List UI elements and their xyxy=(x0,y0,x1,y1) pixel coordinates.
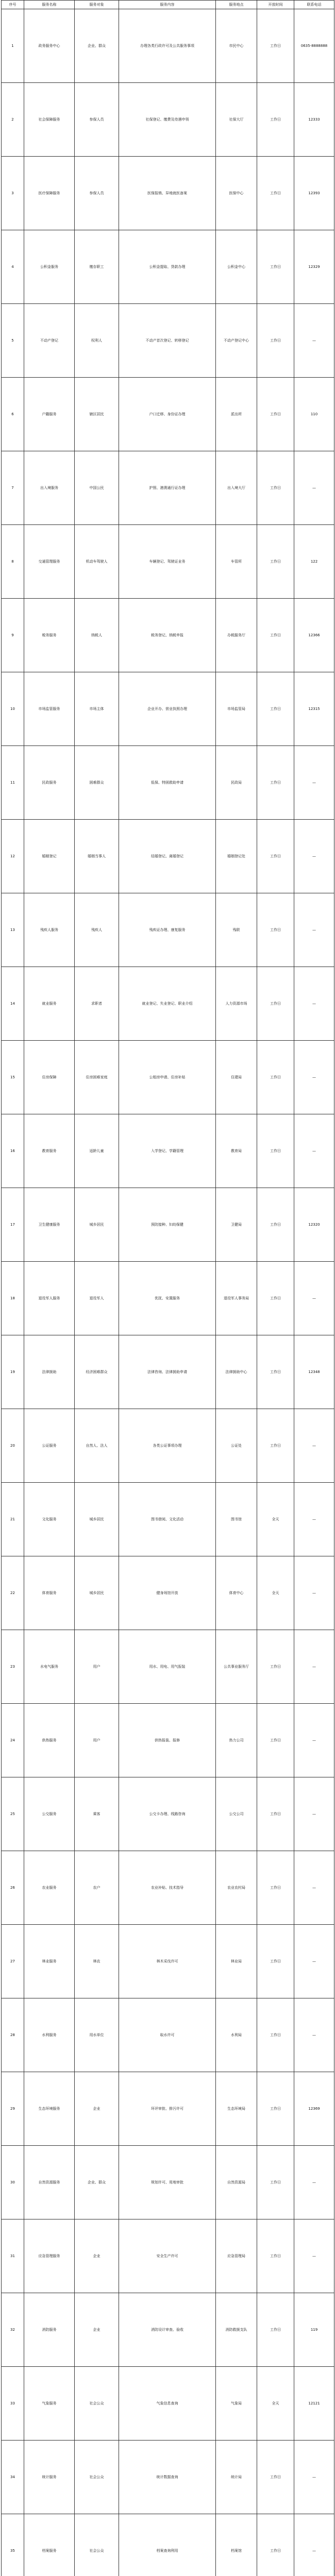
service-name: 政务服务中心 xyxy=(24,9,75,83)
service-name: 文化服务 xyxy=(24,1483,75,1556)
service-hours: 工作日 xyxy=(257,820,294,893)
service-content: 车辆登记、驾驶证业务 xyxy=(119,525,216,599)
service-name: 医疗保障服务 xyxy=(24,157,75,230)
service-address: 自然资源局 xyxy=(216,2146,257,2219)
service-phone: — xyxy=(294,893,334,967)
service-name: 税务服务 xyxy=(24,599,75,672)
service-phone: — xyxy=(294,820,334,893)
table-row xyxy=(2,967,334,1041)
service-target: 残疾人 xyxy=(75,893,119,967)
service-phone: 119 xyxy=(294,2293,334,2367)
service-name: 林业服务 xyxy=(24,1925,75,1998)
service-phone: — xyxy=(294,1262,334,1335)
table-row xyxy=(2,1188,334,1262)
service-content: 规划许可、用地审批 xyxy=(119,2146,216,2219)
service-address: 残联 xyxy=(216,893,257,967)
service-phone: — xyxy=(294,1704,334,1777)
service-phone: — xyxy=(294,1851,334,1925)
service-phone: — xyxy=(294,1114,334,1188)
service-phone: — xyxy=(294,2219,334,2293)
service-phone: 12121 xyxy=(294,2367,334,2441)
row-number: 20 xyxy=(2,1409,24,1483)
service-content: 公交卡办理、线路咨询 xyxy=(119,1777,216,1851)
service-target: 企业 xyxy=(75,2219,119,2293)
table-body xyxy=(2,9,334,2576)
service-name: 气象服务 xyxy=(24,2367,75,2441)
service-name: 民政服务 xyxy=(24,746,75,820)
table-row xyxy=(2,599,334,672)
row-number: 2 xyxy=(2,83,24,157)
service-content: 医保报销、异地就医备案 xyxy=(119,157,216,230)
service-name: 就业服务 xyxy=(24,967,75,1041)
service-address: 社保大厅 xyxy=(216,83,257,157)
service-content: 用水、用电、用气报装 xyxy=(119,1630,216,1704)
service-target: 自然人、法人 xyxy=(75,1409,119,1483)
service-phone: 12329 xyxy=(294,230,334,304)
service-address: 退役军人事务局 xyxy=(216,1262,257,1335)
row-number: 29 xyxy=(2,2072,24,2146)
service-content: 取水许可 xyxy=(119,1998,216,2072)
service-target: 市场主体 xyxy=(75,672,119,746)
service-address: 农业农村局 xyxy=(216,1851,257,1925)
service-name: 消防服务 xyxy=(24,2293,75,2367)
table-row xyxy=(2,2293,334,2367)
service-phone: — xyxy=(294,1630,334,1704)
service-content: 残疾证办理、康复服务 xyxy=(119,893,216,967)
row-number: 27 xyxy=(2,1925,24,1998)
service-hours: 工作日 xyxy=(257,83,294,157)
service-phone: — xyxy=(294,1777,334,1851)
table-row xyxy=(2,451,334,525)
service-content: 低保、特困救助申请 xyxy=(119,746,216,820)
row-number: 15 xyxy=(2,1041,24,1114)
table-row xyxy=(2,1114,334,1188)
service-address: 婚姻登记处 xyxy=(216,820,257,893)
service-target: 企业、群众 xyxy=(75,9,119,83)
service-content: 统计数据查询 xyxy=(119,2441,216,2514)
service-name: 社会保障服务 xyxy=(24,83,75,157)
row-number: 11 xyxy=(2,746,24,820)
row-number: 14 xyxy=(2,967,24,1041)
service-name: 教育服务 xyxy=(24,1114,75,1188)
table-row xyxy=(2,2441,334,2514)
service-hours: 工作日 xyxy=(257,967,294,1041)
service-hours: 工作日 xyxy=(257,2441,294,2514)
service-hours: 工作日 xyxy=(257,230,294,304)
service-content: 结婚登记、离婚登记 xyxy=(119,820,216,893)
service-content: 消防设计审查、验收 xyxy=(119,2293,216,2367)
service-hours: 工作日 xyxy=(257,1925,294,1998)
service-phone: 12348 xyxy=(294,1335,334,1409)
table-row xyxy=(2,1851,334,1925)
service-content: 护照、港澳通行证办理 xyxy=(119,451,216,525)
service-target: 纳税人 xyxy=(75,599,119,672)
table-row xyxy=(2,9,334,83)
row-number: 25 xyxy=(2,1777,24,1851)
service-hours: 工作日 xyxy=(257,304,294,378)
service-target: 社会公众 xyxy=(75,2367,119,2441)
header-cell: 开放时间 xyxy=(257,1,294,9)
service-phone: — xyxy=(294,1041,334,1114)
service-target: 权利人 xyxy=(75,304,119,378)
service-target: 辖区居民 xyxy=(75,378,119,451)
service-content: 档案查询利用 xyxy=(119,2514,216,2576)
service-content: 税务登记、纳税申报 xyxy=(119,599,216,672)
service-hours: 工作日 xyxy=(257,378,294,451)
service-target: 住房困难家庭 xyxy=(75,1041,119,1114)
service-target: 农户 xyxy=(75,1851,119,1925)
service-target: 缴存职工 xyxy=(75,230,119,304)
service-content: 就业登记、失业登记、职业介绍 xyxy=(119,967,216,1041)
service-target: 中国公民 xyxy=(75,451,119,525)
service-phone: — xyxy=(294,967,334,1041)
service-target: 林农 xyxy=(75,1925,119,1998)
service-content: 入学登记、学籍管理 xyxy=(119,1114,216,1188)
service-address: 办税服务厅 xyxy=(216,599,257,672)
service-address: 消防救援支队 xyxy=(216,2293,257,2367)
table-row xyxy=(2,525,334,599)
service-address: 法律援助中心 xyxy=(216,1335,257,1409)
service-address: 热力公司 xyxy=(216,1704,257,1777)
service-hours: 工作日 xyxy=(257,746,294,820)
service-content: 环评审批、排污许可 xyxy=(119,2072,216,2146)
row-number: 19 xyxy=(2,1335,24,1409)
service-target: 经济困难群众 xyxy=(75,1335,119,1409)
service-hours: 工作日 xyxy=(257,599,294,672)
service-name: 农业服务 xyxy=(24,1851,75,1925)
service-target: 参保人员 xyxy=(75,157,119,230)
table-header-row xyxy=(2,1,334,9)
service-content: 农业补贴、技术指导 xyxy=(119,1851,216,1925)
service-target: 企业 xyxy=(75,2293,119,2367)
table-row xyxy=(2,1630,334,1704)
row-number: 9 xyxy=(2,599,24,672)
service-phone: — xyxy=(294,1483,334,1556)
row-number: 31 xyxy=(2,2219,24,2293)
table-row xyxy=(2,83,334,157)
service-address: 市场监管局 xyxy=(216,672,257,746)
service-phone: 12393 xyxy=(294,157,334,230)
table-row xyxy=(2,157,334,230)
service-target: 参保人员 xyxy=(75,83,119,157)
service-name: 应急管理服务 xyxy=(24,2219,75,2293)
service-name: 公交服务 xyxy=(24,1777,75,1851)
service-phone: 12369 xyxy=(294,2072,334,2146)
service-phone: — xyxy=(294,304,334,378)
service-hours: 全天 xyxy=(257,2367,294,2441)
table-row xyxy=(2,1335,334,1409)
service-target: 乘客 xyxy=(75,1777,119,1851)
service-content: 林木采伐许可 xyxy=(119,1925,216,1998)
table-row xyxy=(2,1409,334,1483)
table-row xyxy=(2,1483,334,1556)
service-target: 用水单位 xyxy=(75,1998,119,2072)
service-address: 生态环境局 xyxy=(216,2072,257,2146)
table-row xyxy=(2,1704,334,1777)
row-number: 34 xyxy=(2,2441,24,2514)
service-address: 气象局 xyxy=(216,2367,257,2441)
service-address: 市民中心 xyxy=(216,9,257,83)
service-hours: 工作日 xyxy=(257,2072,294,2146)
service-target: 城乡居民 xyxy=(75,1483,119,1556)
header-cell: 服务名称 xyxy=(24,1,75,9)
service-phone: 12333 xyxy=(294,83,334,157)
table-row xyxy=(2,2072,334,2146)
row-number: 6 xyxy=(2,378,24,451)
table-row xyxy=(2,820,334,893)
service-address: 教育局 xyxy=(216,1114,257,1188)
service-name: 公积金服务 xyxy=(24,230,75,304)
service-content: 预防接种、妇幼保健 xyxy=(119,1188,216,1262)
service-address: 不动产登记中心 xyxy=(216,304,257,378)
header-cell: 服务对象 xyxy=(75,1,119,9)
service-content: 气象信息查询 xyxy=(119,2367,216,2441)
row-number: 35 xyxy=(2,2514,24,2576)
service-name: 水利服务 xyxy=(24,1998,75,2072)
service-name: 住房保障 xyxy=(24,1041,75,1114)
service-content: 办理各类行政许可及公共服务事项 xyxy=(119,9,216,83)
row-number: 1 xyxy=(2,9,24,83)
service-address: 人力资源市场 xyxy=(216,967,257,1041)
service-phone: 12366 xyxy=(294,599,334,672)
table-row xyxy=(2,230,334,304)
service-content: 社保登记、缴费及待遇申领 xyxy=(119,83,216,157)
service-name: 水电气服务 xyxy=(24,1630,75,1704)
row-number: 5 xyxy=(2,304,24,378)
row-number: 7 xyxy=(2,451,24,525)
service-phone: 12315 xyxy=(294,672,334,746)
service-target: 用户 xyxy=(75,1704,119,1777)
service-address: 出入境大厅 xyxy=(216,451,257,525)
service-phone: — xyxy=(294,2514,334,2576)
row-number: 30 xyxy=(2,2146,24,2219)
service-name: 公证服务 xyxy=(24,1409,75,1483)
service-name: 婚姻登记 xyxy=(24,820,75,893)
service-address: 档案馆 xyxy=(216,2514,257,2576)
header-cell: 联系电话 xyxy=(294,1,334,9)
service-hours: 工作日 xyxy=(257,2219,294,2293)
table-row xyxy=(2,2367,334,2441)
service-target: 求职者 xyxy=(75,967,119,1041)
service-name: 户籍服务 xyxy=(24,378,75,451)
table-row xyxy=(2,378,334,451)
service-address: 公积金中心 xyxy=(216,230,257,304)
service-content: 健身场馆开放 xyxy=(119,1556,216,1630)
service-phone: 110 xyxy=(294,378,334,451)
row-number: 4 xyxy=(2,230,24,304)
service-name: 自然资源服务 xyxy=(24,2146,75,2219)
row-number: 32 xyxy=(2,2293,24,2367)
service-hours: 工作日 xyxy=(257,451,294,525)
service-content: 各类公证事项办理 xyxy=(119,1409,216,1483)
row-number: 13 xyxy=(2,893,24,967)
service-hours: 工作日 xyxy=(257,1777,294,1851)
service-hours: 工作日 xyxy=(257,1998,294,2072)
service-content: 法律咨询、法律援助申请 xyxy=(119,1335,216,1409)
table-row xyxy=(2,304,334,378)
table-row xyxy=(2,746,334,820)
service-address: 派出所 xyxy=(216,378,257,451)
row-number: 23 xyxy=(2,1630,24,1704)
service-hours: 工作日 xyxy=(257,1851,294,1925)
header-cell: 序号 xyxy=(2,1,24,9)
row-number: 16 xyxy=(2,1114,24,1188)
row-number: 22 xyxy=(2,1556,24,1630)
service-hours: 工作日 xyxy=(257,2293,294,2367)
row-number: 3 xyxy=(2,157,24,230)
service-address: 体育中心 xyxy=(216,1556,257,1630)
service-address: 统计局 xyxy=(216,2441,257,2514)
service-target: 企业 xyxy=(75,2072,119,2146)
service-hours: 工作日 xyxy=(257,1335,294,1409)
table-row xyxy=(2,893,334,967)
row-number: 24 xyxy=(2,1704,24,1777)
table-row xyxy=(2,2146,334,2219)
service-address: 公证处 xyxy=(216,1409,257,1483)
header-cell: 服务地点 xyxy=(216,1,257,9)
row-number: 33 xyxy=(2,2367,24,2441)
service-name: 生态环境服务 xyxy=(24,2072,75,2146)
service-hours: 工作日 xyxy=(257,1114,294,1188)
service-address: 卫健局 xyxy=(216,1188,257,1262)
service-content: 供热报装、报修 xyxy=(119,1704,216,1777)
service-address: 水利局 xyxy=(216,1998,257,2072)
service-name: 交通管理服务 xyxy=(24,525,75,599)
service-target: 用户 xyxy=(75,1630,119,1704)
service-name: 档案服务 xyxy=(24,2514,75,2576)
service-address: 公交公司 xyxy=(216,1777,257,1851)
service-table xyxy=(1,0,334,2576)
header-cell: 服务内容 xyxy=(119,1,216,9)
service-phone: 122 xyxy=(294,525,334,599)
service-phone: 0635-8888888 xyxy=(294,9,334,83)
service-phone: — xyxy=(294,1998,334,2072)
table-row xyxy=(2,1925,334,1998)
service-target: 退役军人 xyxy=(75,1262,119,1335)
service-name: 卫生健康服务 xyxy=(24,1188,75,1262)
service-phone: — xyxy=(294,1556,334,1630)
service-content: 企业开办、营业执照办理 xyxy=(119,672,216,746)
row-number: 28 xyxy=(2,1998,24,2072)
service-address: 车管所 xyxy=(216,525,257,599)
service-hours: 工作日 xyxy=(257,1630,294,1704)
service-phone: — xyxy=(294,1409,334,1483)
service-name: 不动产登记 xyxy=(24,304,75,378)
service-content: 不动产首次登记、转移登记 xyxy=(119,304,216,378)
service-name: 退役军人服务 xyxy=(24,1262,75,1335)
service-target: 机动车驾驶人 xyxy=(75,525,119,599)
service-target: 适龄儿童 xyxy=(75,1114,119,1188)
service-phone: 12320 xyxy=(294,1188,334,1262)
service-name: 法律援助 xyxy=(24,1335,75,1409)
row-number: 17 xyxy=(2,1188,24,1262)
service-content: 图书借阅、文化活动 xyxy=(119,1483,216,1556)
service-name: 体育服务 xyxy=(24,1556,75,1630)
service-target: 城乡居民 xyxy=(75,1556,119,1630)
service-content: 公积金提取、贷款办理 xyxy=(119,230,216,304)
service-address: 公共事业服务厅 xyxy=(216,1630,257,1704)
service-address: 应急管理局 xyxy=(216,2219,257,2293)
service-address: 图书馆 xyxy=(216,1483,257,1556)
service-hours: 工作日 xyxy=(257,1041,294,1114)
service-hours: 工作日 xyxy=(257,893,294,967)
row-number: 21 xyxy=(2,1483,24,1556)
service-target: 城乡居民 xyxy=(75,1188,119,1262)
service-name: 出入境服务 xyxy=(24,451,75,525)
service-content: 公租房申请、住房补贴 xyxy=(119,1041,216,1114)
service-hours: 工作日 xyxy=(257,2514,294,2576)
service-address: 民政局 xyxy=(216,746,257,820)
table-row xyxy=(2,2219,334,2293)
service-address: 林业局 xyxy=(216,1925,257,1998)
service-content: 户口迁移、身份证办理 xyxy=(119,378,216,451)
service-hours: 全天 xyxy=(257,1483,294,1556)
service-name: 统计服务 xyxy=(24,2441,75,2514)
table-row xyxy=(2,1998,334,2072)
service-target: 困难群众 xyxy=(75,746,119,820)
table-row xyxy=(2,672,334,746)
service-hours: 工作日 xyxy=(257,672,294,746)
row-number: 26 xyxy=(2,1851,24,1925)
service-hours: 工作日 xyxy=(257,1704,294,1777)
service-address: 住建局 xyxy=(216,1041,257,1114)
service-hours: 工作日 xyxy=(257,157,294,230)
service-phone: — xyxy=(294,2146,334,2219)
service-target: 企业、群众 xyxy=(75,2146,119,2219)
table-row xyxy=(2,1777,334,1851)
service-name: 残疾人服务 xyxy=(24,893,75,967)
service-content: 优抚、安置服务 xyxy=(119,1262,216,1335)
service-hours: 工作日 xyxy=(257,1262,294,1335)
table-row xyxy=(2,1041,334,1114)
service-hours: 工作日 xyxy=(257,9,294,83)
service-hours: 全天 xyxy=(257,1556,294,1630)
service-content: 安全生产许可 xyxy=(119,2219,216,2293)
row-number: 10 xyxy=(2,672,24,746)
table-row xyxy=(2,1262,334,1335)
service-hours: 工作日 xyxy=(257,1409,294,1483)
service-hours: 工作日 xyxy=(257,1188,294,1262)
service-phone: — xyxy=(294,1925,334,1998)
service-address: 医保中心 xyxy=(216,157,257,230)
service-name: 市场监管服务 xyxy=(24,672,75,746)
service-target: 社会公众 xyxy=(75,2441,119,2514)
service-phone: — xyxy=(294,451,334,525)
service-target: 婚姻当事人 xyxy=(75,820,119,893)
table-row xyxy=(2,1556,334,1630)
row-number: 8 xyxy=(2,525,24,599)
row-number: 12 xyxy=(2,820,24,893)
service-target: 社会公众 xyxy=(75,2514,119,2576)
table-row xyxy=(2,2514,334,2576)
service-phone: — xyxy=(294,2441,334,2514)
service-hours: 工作日 xyxy=(257,2146,294,2219)
service-phone: — xyxy=(294,746,334,820)
row-number: 18 xyxy=(2,1262,24,1335)
service-hours: 工作日 xyxy=(257,525,294,599)
service-name: 供热服务 xyxy=(24,1704,75,1777)
